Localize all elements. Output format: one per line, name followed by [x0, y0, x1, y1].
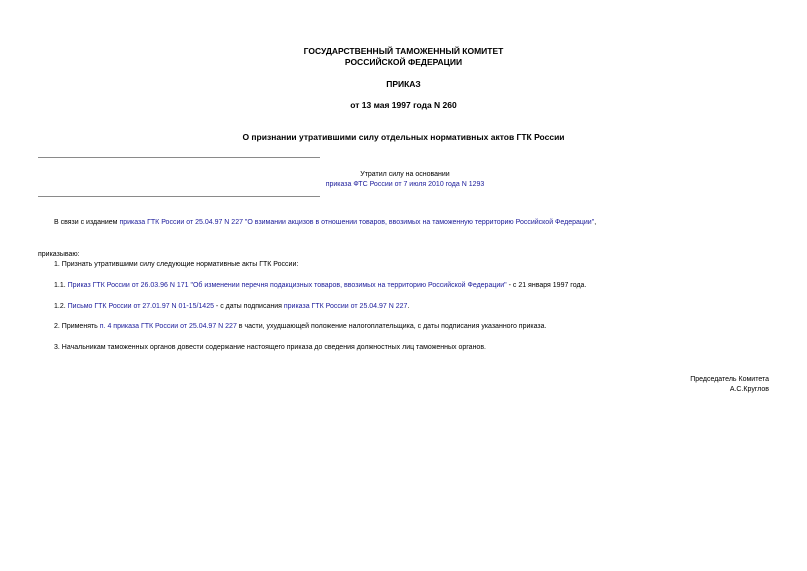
- orders-label: приказываю:: [38, 251, 80, 258]
- item-1-2-prefix: 1.2.: [54, 303, 68, 310]
- item-1-1-link[interactable]: Приказ ГТК России от 26.03.96 N 171 "Об изменении перечня подакцизных товаров, ввозимых на территорию Российской Федерации": [67, 282, 507, 289]
- signature-position: Председатель Комитета: [690, 376, 769, 383]
- item-1: 1. Признать утратившими силу следующие нормативные акты ГТК России:: [54, 261, 299, 268]
- agency-name-line2: РОССИЙСКОЙ ФЕДЕРАЦИИ: [344, 57, 463, 67]
- status-link-row: [300, 180, 510, 189]
- document-title: О признании утратившими силу отдельных нормативных актов ГТК России: [242, 132, 565, 142]
- item-2-prefix: 2. Применять: [54, 323, 100, 330]
- item-1-2-mid: - с даты подписания: [213, 303, 284, 310]
- item-1-2-link-order[interactable]: приказа ГТК России от 25.04.97 N 227: [283, 303, 408, 310]
- status-note: [320, 170, 490, 179]
- status-line: Утратил силу на основании: [360, 171, 450, 178]
- item-2-suffix: в части, ухудшающей положение налогоплательщика, с даты подписания указанного приказа.: [236, 323, 547, 330]
- agency-name-line1: ГОСУДАРСТВЕННЫЙ ТАМОЖЕННЫЙ КОМИТЕТ: [303, 46, 504, 56]
- status-link[interactable]: приказа ФТС России от 7 июля 2010 года N 1293: [325, 181, 485, 188]
- divider-top: [38, 157, 320, 158]
- preamble-paragraph: [54, 218, 596, 227]
- item-2: [54, 322, 546, 331]
- preamble-link[interactable]: приказа ГТК России от 25.04.97 N 227 "О взимании акцизов в отношении товаров, ввозимых на таможенную территорию Российской Федерации": [119, 219, 595, 226]
- item-1-1-suffix: - с 21 января 1997 года.: [506, 282, 587, 289]
- document-date: от 13 мая 1997 года N 260: [350, 100, 457, 110]
- signature-name: А.С.Круглов: [729, 386, 769, 393]
- item-3: 3. Начальникам таможенных органов довести содержание настоящего приказа до сведения должностных лиц таможенных органов.: [54, 344, 486, 351]
- item-1-1: [54, 281, 586, 290]
- item-1-2: [54, 302, 409, 311]
- item-1-2-link-letter[interactable]: Письмо ГТК России от 27.01.97 N 01-15/1425: [67, 303, 214, 310]
- preamble-suffix: ,: [594, 219, 597, 226]
- divider-bottom: [38, 196, 320, 197]
- item-1-2-suffix: .: [407, 303, 410, 310]
- preamble-prefix: В связи с изданием: [54, 219, 120, 226]
- item-1-1-prefix: 1.1.: [54, 282, 68, 289]
- item-2-link[interactable]: п. 4 приказа ГТК России от 25.04.97 N 227: [99, 323, 237, 330]
- document-type: ПРИКАЗ: [386, 79, 421, 89]
